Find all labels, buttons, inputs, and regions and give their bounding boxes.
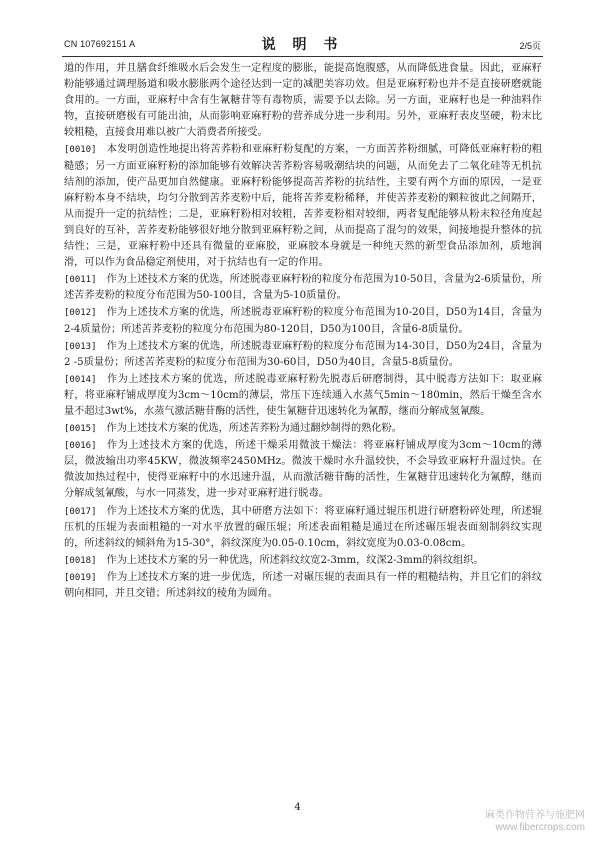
paragraph-0011 [64, 272, 542, 304]
paragraph-number: [0015] [64, 424, 97, 435]
paragraph-text: 作为上述技术方案的优选，所述脱毒亚麻籽粉的粒度分布范围为14-30目，D50为24目，含量为2 -5质量份；所述苦荞麦粉的粒度分布范围为30-60目，D50为40目，含量5-8质量份。 [64, 340, 542, 368]
paragraph-number: [0016] [64, 441, 97, 452]
paragraph-number: [0018] [64, 555, 97, 566]
paragraph-text: 作为上述技术方案的优选，所述脱毒亚麻籽粉先脱毒后研磨制得，其中脱毒方法如下：取亚麻籽，将亚麻籽铺成厚度为3cm～10cm的薄层，常压下连续通入水蒸气5min～180min，然后干燥至含水量不超过3wt%，水蒸气激活糖苷酶的活性，使生氰糖苷迅速转化为氰醇，继而分解成氢氰酸。 [64, 373, 542, 417]
document-title: 说 明 书 [261, 37, 344, 53]
watermark-url: www.fibercrops.com [495, 822, 585, 833]
watermark-title: 麻类作物营养与施肥网 [485, 810, 585, 821]
paragraph-text: 本发明创造性地提出将苦荞粉和亚麻籽粉复配的方案，一方面苦荞粉细腻，可降低亚麻籽粉的粗糙感；另一方面亚麻籽粉的添加能够有效解决苦荞粉容易吸潮结块的问题，从而免去了二氧化硅等无机抗结剂的添加，使产品更加自然健康。亚麻籽粉能够提高苦荞粉的抗结性，主要有两个方面的原因，一是亚麻籽粉本身不结块，均匀分散到苦荞麦粉中后，能将苦荞麦粉稀释，并使苦荞麦粉的颗粒彼此之间隔开，从而提升一定的抗结性；二是，亚麻籽粉相对较粗，苦荞麦粉相对较细，两者复配能够从粉末粒径角度起到良好的互补，苦荞麦粉能够很好地分散到亚麻籽粉之间，从而提高了混匀的效果，间接地提升整体的抗结性；三是，亚麻籽粉中还具有微量的亚麻胶，亚麻胶本身就是一种纯天然的新型食品添加剂，质地润滑，可以作为食品稳定剂使用，对于抗结也有一定的作用。 [64, 144, 542, 269]
paragraph-0016 [64, 438, 542, 502]
paragraph-number: [0012] [64, 308, 97, 319]
paragraph-0018 [64, 553, 542, 569]
paragraph-number: [0013] [64, 341, 97, 352]
page-indicator: 2/5页 [519, 41, 541, 51]
paragraph-text: 道的作用，并且膳食纤维吸水后会发生一定程度的膨胀，能提高饱腹感，从而降低进食量。因此，亚麻籽粉能够通过调理肠道和吸水膨胀两个途径达到一定的减肥美容功效。但是亚麻籽粉也并不是直接研磨就能食用的。一方面，亚麻籽中含有生氰糖苷等有毒物质，需要予以去除。另一方面，亚麻籽也是一种油料作物，直接研磨极有可能出油，从而影响亚麻籽粉的营养成分进一步利用。另外，亚麻籽表皮坚硬，粉末比较粗糙，直接食用难以被广大消费者所接受。 [64, 63, 542, 139]
paragraph-text: 作为上述技术方案的优选，其中研磨方法如下：将亚麻籽通过辊压机进行研磨粉碎处理，所述辊压机的压辊为表面粗糙的一对水平放置的碾压辊；所述表面粗糙是通过在所述碾压辊表面刻制斜纹实现的，所述斜纹的倾斜角为15-30°，斜纹深度为0.05-0.10cm，斜纹宽度为0.03-0.08cm。 [64, 505, 542, 549]
paragraph-text: 作为上述技术方案的优选，所述苦荞粉为通过翻炒制得的熟化粉。 [106, 423, 402, 435]
site-watermark [485, 810, 585, 834]
paragraph-0019 [64, 570, 542, 602]
paragraph-number: [0019] [64, 572, 97, 583]
paragraph-0012 [64, 305, 542, 337]
paragraph-number: [0017] [64, 506, 97, 517]
paragraph-text: 作为上述技术方案的优选，所述脱毒亚麻籽粉的粒度分布范围为10-20目，D50为14目，含量为2-4质量份；所述苦荞麦粉的粒度分布范围为80-120目，D50为100目，含量6-8质量份。 [64, 307, 542, 335]
paragraph-text: 作为上述技术方案的优选，所述脱毒亚麻籽粉的粒度分布范围为10-50目，含量为2-6质量份，所述苦荞麦粉的粒度分布范围为50-100目，含量为5-10质量份。 [64, 274, 542, 302]
page-header [64, 34, 541, 56]
document-body [64, 61, 542, 603]
paragraph-text: 作为上述技术方案的另一种优选，所述斜纹纹宽2-3mm，纹深2-3mm的斜纹组织。 [106, 554, 484, 566]
paragraph-number: [0010] [64, 145, 97, 156]
paragraph-0014 [64, 372, 542, 420]
paragraph-0015 [64, 421, 542, 437]
paragraph-0013 [64, 339, 542, 371]
paragraph-0017 [64, 504, 542, 552]
paragraph-text: 作为上述技术方案的优选，所述干燥采用微波干燥法：将亚麻籽铺成厚度为3cm～10cm的薄层，微波输出功率45KW，微波频率2450MHz。微波干燥时水升温较快，不会导致亚麻籽升温过快。在微波加热过程中，使得亚麻籽中的水迅速升温，从而激活糖苷酶的活性，生氰糖苷迅速转化为氰醇，继而分解成氢氰酸，与水一同蒸发，进一步对亚麻籽进行脱毒。 [64, 440, 542, 500]
paragraph-0010 [64, 142, 542, 271]
paragraph-continuation [64, 61, 542, 141]
paragraph-text: 作为上述技术方案的进一步优选，所述一对碾压辊的表面具有一样的粗糙结构，并且它们的斜纹朝向相同，并且交错；所述斜纹的棱角为圆角。 [64, 571, 542, 599]
paragraph-number: [0011] [64, 275, 97, 286]
page-number: 4 [294, 802, 301, 813]
header-divider [62, 56, 543, 57]
paragraph-number: [0014] [64, 374, 97, 385]
patent-number: CN 107692151 A [64, 39, 136, 49]
